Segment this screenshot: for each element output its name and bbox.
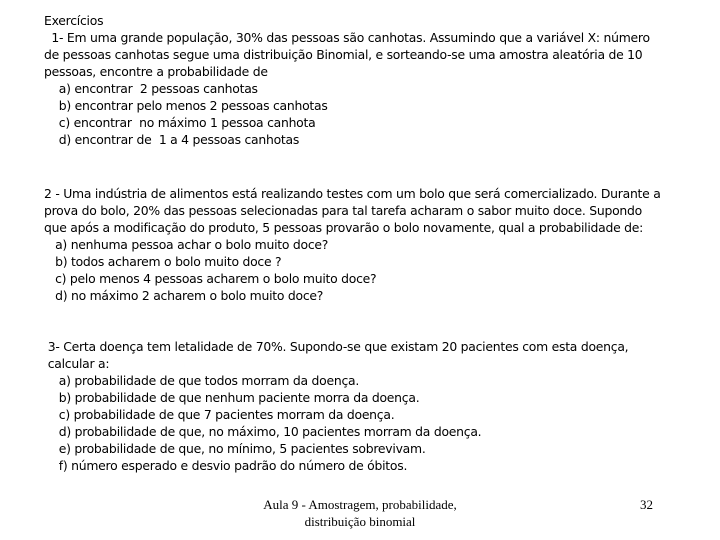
text-line: 1- Em uma grande população, 30% das pessoas são canhotas. Assumindo que a variável X: número (44, 30, 650, 45)
text-line: 3- Certa doença tem letalidade de 70%. Supondo-se que existam 20 pacientes com esta doença, (44, 339, 629, 354)
text-line: d) encontrar de 1 a 4 pessoas canhotas (44, 132, 300, 147)
text-line: calcular a: (44, 356, 110, 371)
footer-title-line-1: Aula 9 - Amostragem, probabilidade, (263, 497, 457, 512)
text-line: a) probabilidade de que todos morram da doença. (44, 373, 360, 388)
text-line: 2 - Uma indústria de alimentos está realizando testes com um bolo que será comercializado. Durante a (44, 186, 661, 201)
exercise-2-block (44, 185, 694, 304)
text-line: b) encontrar pelo menos 2 pessoas canhotas (44, 98, 328, 113)
text-line: que após a modificação do produto, 5 pessoas provarão o bolo novamente, qual a probabilidade de: (44, 220, 644, 235)
text-line: prova do bolo, 20% das pessoas selecionadas para tal tarefa acharam o sabor muito doce. Supondo (44, 203, 642, 218)
exercise-1-block (44, 12, 684, 148)
text-line: f) número esperado e desvio padrão do número de óbitos. (44, 458, 408, 473)
text-line: b) todos acharem o bolo muito doce ? (44, 254, 282, 269)
text-line: d) probabilidade de que, no máximo, 10 pacientes morram da doença. (44, 424, 482, 439)
text-line: pessoas, encontre a probabilidade de (44, 64, 268, 79)
footer-title-line-2: distribuição binomial (304, 514, 416, 529)
text-line: d) no máximo 2 acharem o bolo muito doce? (44, 288, 324, 303)
text-line: a) encontrar 2 pessoas canhotas (44, 81, 258, 96)
text-line: Exercícios (44, 13, 104, 28)
footer-title (250, 496, 470, 530)
page-number: 32 (640, 497, 653, 512)
text-line: c) encontrar no máximo 1 pessoa canhota (44, 115, 316, 130)
text-line: de pessoas canhotas segue uma distribuição Binomial, e sorteando-se uma amostra aleatória de 10 (44, 47, 643, 62)
exercise-3-block (44, 338, 684, 474)
text-line: c) probabilidade de que 7 pacientes morram da doença. (44, 407, 395, 422)
text-line: b) probabilidade de que nenhum paciente morra da doença. (44, 390, 420, 405)
text-line: c) pelo menos 4 pessoas acharem o bolo muito doce? (44, 271, 377, 286)
text-line: e) probabilidade de que, no mínimo, 5 pacientes sobrevivam. (44, 441, 426, 456)
text-line: a) nenhuma pessoa achar o bolo muito doce? (44, 237, 329, 252)
